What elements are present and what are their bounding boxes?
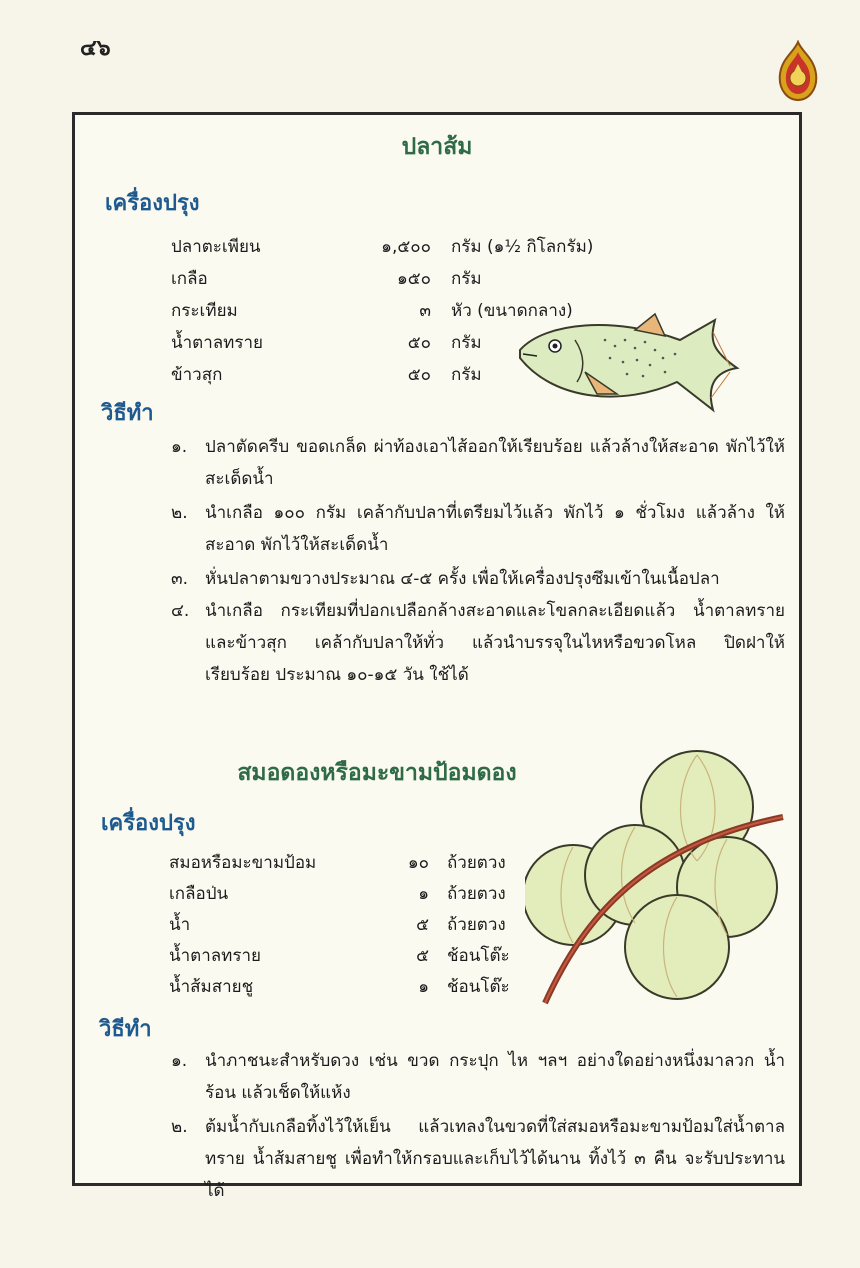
ingredient-unit: ถ้วยตวง [447, 884, 506, 904]
ingredient-name: น้ำ [169, 915, 191, 935]
step-text: นำเกลือ ๑๐๐ กรัม เคล้ากับปลาที่เตรียมไว้แล้ว พักไว้ ๑ ชั่วโมง แล้วล้าง ให้สะอาด พักไว้ให้สะเด็ดน้ำ [205, 503, 785, 555]
ingredient-name: ข้าวสุก [171, 365, 223, 385]
ingredient-qty: ๓ [419, 301, 431, 321]
step-number: ๑. [171, 437, 188, 457]
ingredient-name: น้ำตาลทราย [169, 946, 262, 966]
recipe1-ingredients-heading: เครื่องปรุง [105, 191, 200, 216]
ingredient-unit: ช้อนโต๊ะ [447, 977, 510, 997]
ingredient-qty: ๑,๕๐๐ [381, 237, 431, 257]
ingredient-unit: ถ้วยตวง [447, 853, 506, 873]
ingredient-qty: ๕ [416, 915, 429, 935]
ingredient-name: น้ำส้มสายชู [169, 977, 254, 997]
ingredient-qty: ๑ [418, 884, 429, 904]
ingredient-unit: กรัม [451, 365, 482, 385]
recipe2-ingredients-heading: เครื่องปรุง [101, 811, 196, 836]
recipe-frame [72, 112, 802, 1201]
ingredient-qty: ๕๐ [407, 333, 431, 353]
ingredient-unit: ช้อนโต๊ะ [447, 946, 510, 966]
step-text: ต้มน้ำกับเกลือทิ้งไว้ให้เย็น แล้วเทลงในขวดที่ใส่สมอหรือมะขามป้อมใส่น้ำตาล ทราย น้ำส้มสายชู เพื่อทำให้กรอบและเก็บไว้ได้นาน ทิ้งไว้ ๓ คืน จะรับประทานได้ [205, 1117, 785, 1201]
recipe1-title: ปลาส้ม [401, 134, 473, 160]
ingredient-qty: ๕๐ [407, 365, 431, 385]
step-number: ๒. [171, 503, 188, 523]
ingredient-unit: กรัม (๑½ กิโลกรัม) [451, 237, 594, 257]
ingredient-qty: ๑ [418, 977, 429, 997]
step-text: หั่นปลาตามขวางประมาณ ๔-๕ ครั้ง เพื่อให้เครื่องปรุงซึมเข้าในเนื้อปลา [205, 569, 720, 589]
ingredient-name: กระเทียม [171, 301, 238, 321]
step-number: ๔. [171, 601, 190, 621]
ingredient-name: สมอหรือมะขามป้อม [169, 853, 317, 873]
page-number: ๔๖ [80, 36, 111, 61]
ingredient-unit: กรัม [451, 269, 482, 289]
ingredient-unit: กรัม [451, 333, 482, 353]
step-number: ๓. [171, 569, 189, 589]
step-text: นำเกลือ กระเทียมที่ปอกเปลือกล้างสะอาดและโขลกละเอียดแล้ว น้ำตาลทราย และข้าวสุก เคล้ากับปลาให้ทั่ว แล้วนำบรรจุในไหหรือขวดโหล ปิดฝาให้ เรียบร้อย ประมาณ ๑๐-๑๕ วัน ใช้ได้ [205, 601, 785, 685]
ingredient-name: เกลือป่น [169, 884, 229, 904]
ingredient-name: เกลือ [171, 269, 208, 289]
ingredient-unit: ถ้วยตวง [447, 915, 506, 935]
gooseberry-branch-illustration [525, 735, 785, 1005]
ingredient-qty: ๕ [416, 946, 429, 966]
ingredient-name: น้ำตาลทราย [171, 333, 264, 353]
ingredient-qty: ๑๐ [407, 853, 429, 873]
step-number: ๒. [171, 1117, 188, 1137]
recipe2-method-heading: วิธีทำ [99, 1017, 152, 1042]
royal-emblem-icon [776, 40, 820, 102]
step-text: นำภาชนะสำหรับดวง เช่น ขวด กระปุก ไห ฯลฯ อย่างใดอย่างหนึ่งมาลวก น้ำร้อน แล้วเช็ดให้แห้ง [205, 1051, 785, 1103]
recipe1-method-heading: วิธีทำ [101, 401, 154, 426]
recipe2-title: สมอดองหรือมะขามป้อมดอง [237, 760, 517, 786]
step-number: ๑. [171, 1051, 188, 1071]
ingredient-name: ปลาตะเพียน [171, 237, 261, 257]
ingredient-unit: หัว (ขนาดกลาง) [451, 301, 573, 321]
ingredient-qty: ๑๕๐ [396, 269, 431, 289]
step-text: ปลาตัดครีบ ขอดเกล็ด ผ่าท้องเอาไส้ออกให้เรียบร้อย แล้วล้างให้สะอาด พักไว้ให้สะเด็ดน้ำ [205, 437, 785, 489]
fish-illustration [515, 310, 745, 420]
